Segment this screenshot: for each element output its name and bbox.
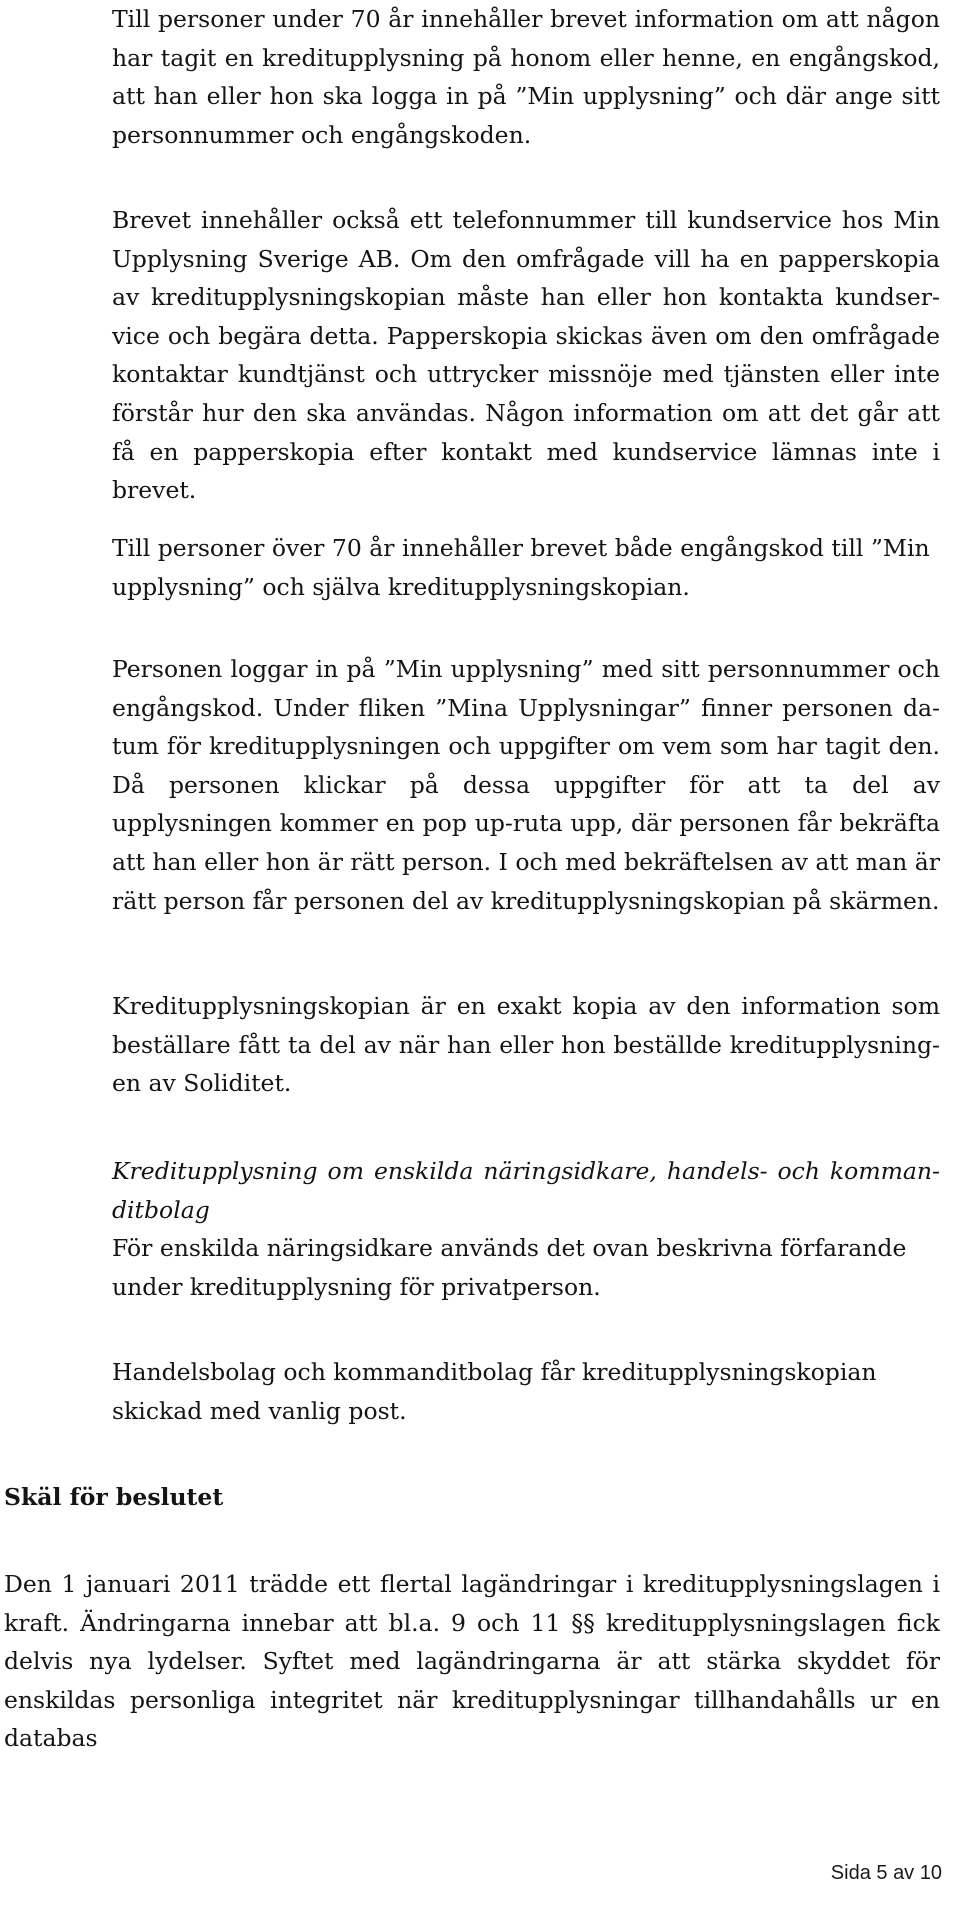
partnership-block	[112, 1353, 940, 1430]
paragraph-login-procedure: Personen loggar in på ”Min upplysning” med sitt personnummer och engångskod. Under fliken ”Mina Upplysningar” finner personen datum för kreditupplysningen och uppgifter om vem som har tagit den. Då personen klickar på dessa uppgifter för att ta del av upplysningen kommer en pop up-ruta upp, där personen får bekräfta att han eller hon är rätt person. I och med bekräftelsen av att man är rätt person får personen del av kreditupplysningskopian på skärmen.	[112, 655, 940, 915]
paragraph-exact-copy: Kreditupplysningskopian är en exakt kopia av den information som beställare fått ta del av när han eller hon beställde kreditupplysningen av Soliditet.	[112, 992, 940, 1098]
paragraph-sole-traders: För enskilda näringsidkare används det ovan beskrivna förfarande under kreditupplysning för privatperson.	[112, 1234, 907, 1301]
paragraph-over-70: Till personer över 70 år innehåller brevet både engångskod till ”Min upplysning” och själva kreditupplysningskopian.	[112, 534, 930, 601]
over-70-block	[112, 529, 940, 606]
paragraph-customer-service: Brevet innehåller också ett telefonnummer till kundservice hos Min Upplysning Sverige AB. Om den omfrågade vill ha en papperskopia av kreditupplysningskopian måste han eller hon kontakta kundservice och begära detta. Papperskopia skickas även om den omfrågade kontaktar kundtjänst och uttrycker missnöje med tjänsten eller inte förstår hur den ska användas. Någon information om att det går att få en papperskopia efter kontakt med kundservice lämnas inte i brevet.	[112, 206, 940, 505]
subheading-business-credit: Kreditupplysning om enskilda näringsidkare, handels- och kommanditbolag	[112, 1157, 940, 1224]
login-procedure-block	[112, 650, 940, 920]
business-credit-block	[112, 1152, 940, 1306]
exact-copy-block	[112, 987, 940, 1103]
intro-paragraph-block	[112, 0, 940, 154]
reasons-block	[4, 1565, 940, 1758]
paragraph-under-70: Till personer under 70 år innehåller brevet information om att någon har tagit en kreditupplysning på honom eller henne, en engångskod, att han eller hon ska logga in på ”Min upplysning” och där ange sitt personnummer och engångskoden.	[112, 5, 940, 149]
page-number-footer: Sida 5 av 10	[830, 1862, 942, 1884]
paragraph-partnerships: Handelsbolag och kommanditbolag får kreditupplysningskopian skickad med vanlig post.	[112, 1358, 877, 1425]
paragraph-law-changes: Den 1 januari 2011 trädde ett flertal lagändringar i kreditupplysningslagen i kraft. Ändringarna innebar att bl.a. 9 och 11 §§ kreditupplysningslagen fick delvis nya lydelser. Syftet med lagändringarna är att stärka skyddet för enskildas personliga integritet när kreditupplysningar tillhandahålls ur en databas	[4, 1570, 940, 1753]
customer-service-block	[112, 201, 940, 510]
section-heading-reasons: Skäl för beslutet	[4, 1483, 224, 1511]
